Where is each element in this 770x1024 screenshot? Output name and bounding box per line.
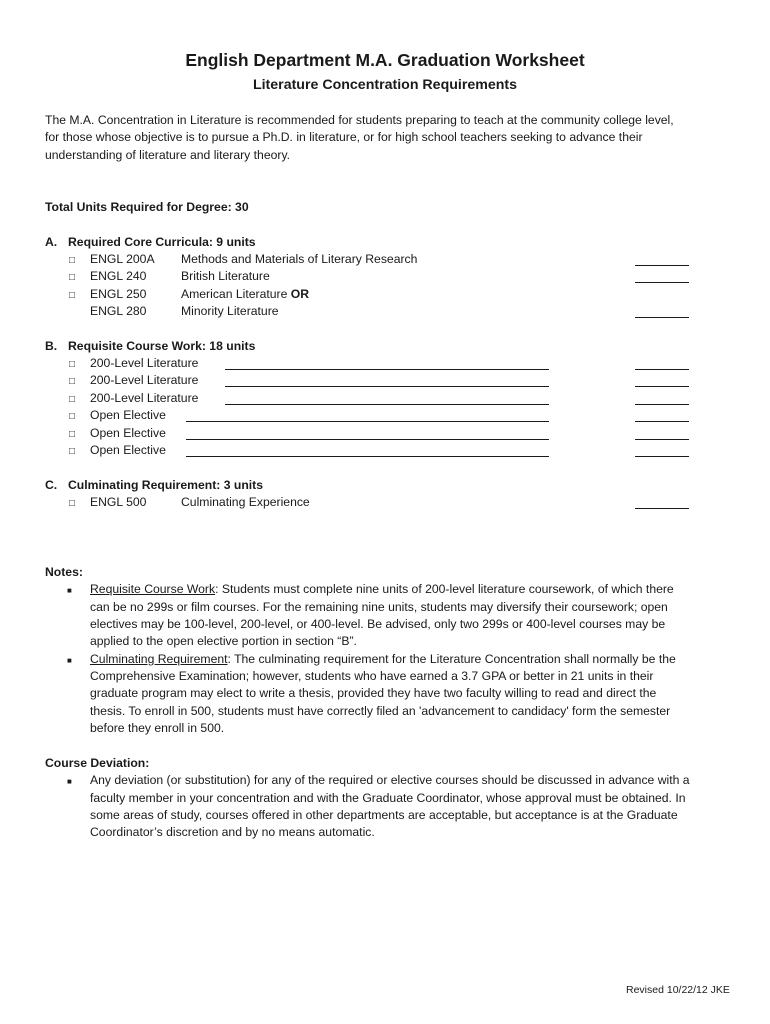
deviation-line: Any deviation (or substitution) for any of the required or elective courses should be discussed in advance with a	[90, 773, 690, 787]
grade-blank[interactable]	[635, 282, 689, 283]
checkbox[interactable]: □	[69, 272, 76, 283]
course-entry-line[interactable]	[186, 421, 549, 422]
section-c-heading: Culminating Requirement: 3 units	[68, 478, 264, 492]
note-line	[90, 652, 676, 666]
deviation-line: faculty member in your concentration and with the Graduate Coordinator, whose approval must be obtained. In	[90, 791, 686, 805]
checkbox[interactable]: □	[69, 429, 76, 440]
grade-blank[interactable]	[635, 265, 689, 266]
checkbox[interactable]: □	[69, 394, 76, 405]
note-text: : The culminating requirement for the Literature Concentration shall normally be the	[227, 652, 676, 666]
course-title: British Literature	[181, 269, 270, 283]
course-code: ENGL 200A	[90, 252, 155, 266]
intro-line: understanding of literature and literary theory.	[45, 148, 291, 162]
total-units: Total Units Required for Degree: 30	[45, 200, 249, 214]
square-bullet-icon: ■	[67, 656, 72, 665]
note-line: before they enroll in 500.	[90, 721, 225, 735]
note-line	[90, 582, 674, 596]
page-title: English Department M.A. Graduation Worksheet	[185, 50, 585, 70]
note-line: electives may be 100-level, 200-level, or 400-level. Be advised, only two 299s or 400-level courses may be	[90, 617, 666, 631]
section-a-heading: Required Core Curricula: 9 units	[68, 235, 256, 249]
square-bullet-icon: ■	[67, 586, 72, 595]
course-entry-line[interactable]	[225, 386, 549, 387]
course-code: ENGL 250	[90, 287, 147, 301]
intro-line: for those whose objective is to pursue a Ph.D. in literature, or for high school teachers seeking to advance their	[45, 130, 643, 144]
page-subtitle: Literature Concentration Requirements	[252, 77, 518, 93]
checkbox[interactable]: □	[69, 376, 76, 387]
course-title: Minority Literature	[181, 304, 279, 318]
section-c-letter: C.	[45, 478, 58, 492]
grade-blank[interactable]	[635, 404, 689, 405]
deviation-line: some areas of study, courses offered in other departments are acceptable, but acceptance is at the Graduate	[90, 808, 678, 822]
grade-blank[interactable]	[635, 317, 689, 318]
requirement-label: 200-Level Literature	[90, 373, 199, 387]
requirement-label: Open Elective	[90, 408, 166, 422]
deviation-heading: Course Deviation:	[45, 756, 150, 770]
grade-blank[interactable]	[635, 508, 689, 509]
note-line: graduate program may elect to write a thesis, provided they have two faculty willing to read and direct the	[90, 686, 657, 700]
note-text: : Students must complete nine units of 200-level literature coursework, of which there	[215, 582, 674, 596]
course-entry-line[interactable]	[225, 369, 549, 370]
checkbox[interactable]: □	[69, 498, 76, 509]
note-line: applied to the open elective portion in section “B”.	[90, 634, 357, 648]
course-title: American Literature	[181, 287, 291, 301]
revision-note: Revised 10/22/12 JKE	[626, 984, 730, 996]
intro-line: The M.A. Concentration in Literature is recommended for students preparing to teach at the community college level,	[45, 113, 674, 127]
course-code: ENGL 500	[90, 495, 147, 509]
course-entry-line[interactable]	[186, 456, 549, 457]
grade-blank[interactable]	[635, 439, 689, 440]
checkbox[interactable]: □	[69, 446, 76, 457]
note-line: Comprehensive Examination; however, students who have earned a 3.7 GPA or better in 21 units in their	[90, 669, 654, 683]
grade-blank[interactable]	[635, 369, 689, 370]
requirement-label: 200-Level Literature	[90, 391, 199, 405]
square-bullet-icon: ■	[67, 777, 72, 786]
course-title: Culminating Experience	[181, 495, 310, 509]
note-label: Requisite Course Work	[90, 582, 216, 596]
checkbox[interactable]: □	[69, 359, 76, 370]
note-line: thesis. To enroll in 500, students must have correctly filed an 'advancement to candidacy' form the semester	[90, 704, 671, 718]
deviation-line: Coordinator’s discretion and by no means automatic.	[90, 825, 375, 839]
course-code: ENGL 240	[90, 269, 147, 283]
grade-blank[interactable]	[635, 421, 689, 422]
or-label: OR	[290, 287, 310, 301]
note-line: can be no 299s or film courses. For the remaining nine units, students may diversify their coursework; open	[90, 600, 668, 614]
checkbox[interactable]: □	[69, 290, 76, 301]
course-title-or	[181, 287, 309, 301]
checkbox[interactable]: □	[69, 255, 76, 266]
course-title: Methods and Materials of Literary Research	[181, 252, 418, 266]
section-b-letter: B.	[45, 339, 58, 353]
checkbox[interactable]: □	[69, 411, 76, 422]
requirement-label: 200-Level Literature	[90, 356, 199, 370]
section-a-letter: A.	[45, 235, 58, 249]
course-entry-line[interactable]	[186, 439, 549, 440]
section-b-heading: Requisite Course Work: 18 units	[68, 339, 256, 353]
course-entry-line[interactable]	[225, 404, 549, 405]
course-code: ENGL 280	[90, 304, 147, 318]
grade-blank[interactable]	[635, 456, 689, 457]
grade-blank[interactable]	[635, 386, 689, 387]
notes-heading: Notes:	[45, 565, 83, 579]
note-label: Culminating Requirement	[90, 652, 228, 666]
requirement-label: Open Elective	[90, 443, 166, 457]
requirement-label: Open Elective	[90, 426, 166, 440]
